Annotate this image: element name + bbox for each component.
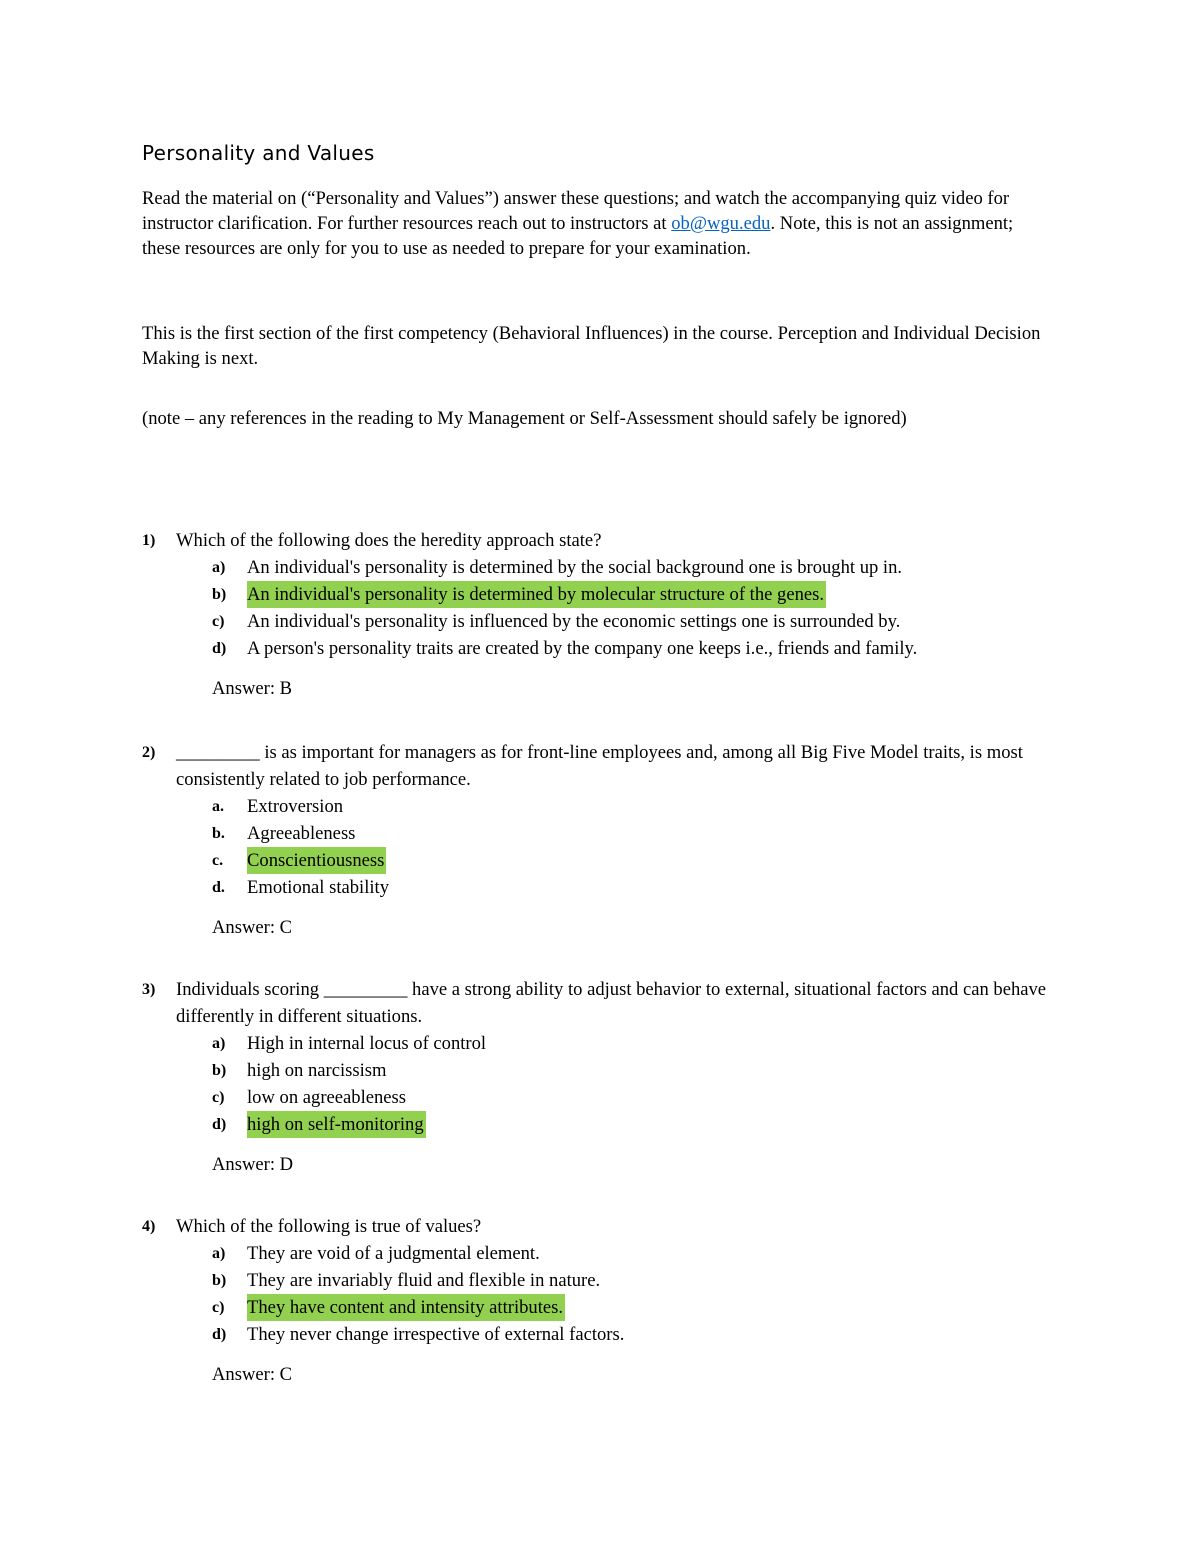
option-text: Extroversion <box>247 796 344 817</box>
highlighted-option-text: They have content and intensity attributes. <box>247 1294 565 1321</box>
question-row <box>142 739 1052 793</box>
option-list <box>142 1030 1052 1138</box>
question-text: Individuals scoring _________ have a strong ability to adjust behavior to external, situational factors and can behave differently in different situations. <box>176 979 1047 1027</box>
option-a <box>142 554 1052 581</box>
highlighted-option-text: Conscientiousness <box>247 847 386 874</box>
intro-text-continued: . Note, this is not an assignment; these resources are only for you to use as needed to prepare for your examination. <box>142 213 1014 259</box>
page-title: Personality and Values <box>142 141 375 165</box>
option-letter: b. <box>212 825 225 842</box>
instructor-email-link[interactable]: ob@wgu.edu <box>671 213 771 234</box>
option-c <box>142 608 1052 635</box>
option-c-struck <box>142 1084 1052 1111</box>
intro-paragraph <box>142 186 1042 261</box>
question-text: Which of the following does the heredity approach state? <box>176 530 602 551</box>
question-number: 1) <box>142 532 156 549</box>
struck-option-text: low on agreeableness <box>247 1087 407 1108</box>
question-text: Which of the following is true of values? <box>176 1216 482 1237</box>
option-letter: c) <box>212 1089 225 1106</box>
answer-line: Answer: C <box>212 1364 293 1385</box>
struck-option-text: high on narcissism <box>247 1060 387 1081</box>
option-text: An individual's personality is influenced by the economic settings one is surrounded by. <box>247 611 901 632</box>
option-d <box>142 635 1052 662</box>
option-letter: d) <box>212 1116 227 1133</box>
option-letter: c) <box>212 1299 225 1316</box>
option-letter: c) <box>212 613 225 630</box>
section-note: This is the first section of the first competency (Behavioral Influences) in the course. Perception and Individual Decision Making is next. <box>142 323 1041 369</box>
question-3 <box>142 976 1052 1177</box>
option-text: Agreeableness <box>247 823 356 844</box>
question-4 <box>142 1213 1052 1387</box>
highlighted-option-text: An individual's personality is determined by molecular structure of the genes. <box>247 581 826 608</box>
option-c-correct <box>142 847 1052 874</box>
option-text: A person's personality traits are created by the company one keeps i.e., friends and family. <box>247 638 918 659</box>
question-number: 3) <box>142 981 156 998</box>
question-row <box>142 976 1052 1030</box>
question-row <box>142 1213 1052 1240</box>
option-list <box>142 793 1052 901</box>
option-letter: b) <box>212 1272 227 1289</box>
question-row <box>142 527 1052 554</box>
option-text: Emotional stability <box>247 877 390 898</box>
option-text: They are void of a judgmental element. <box>247 1243 540 1264</box>
option-letter: d) <box>212 1326 227 1343</box>
highlighted-option-text: high on self-monitoring <box>247 1111 426 1138</box>
option-list <box>142 554 1052 662</box>
question-number: 4) <box>142 1218 156 1235</box>
ignore-note: (note – any references in the reading to My Management or Self-Assessment should safely be ignored) <box>142 408 907 429</box>
option-letter: a) <box>212 1245 226 1262</box>
option-letter: a) <box>212 559 226 576</box>
option-text: High in internal locus of control <box>247 1033 487 1054</box>
option-d <box>142 1321 1052 1348</box>
answer-line: Answer: D <box>212 1154 294 1175</box>
answer-line: Answer: C <box>212 917 293 938</box>
option-letter: c. <box>212 852 224 869</box>
question-2 <box>142 739 1052 940</box>
option-d <box>142 874 1052 901</box>
answer-line: Answer: B <box>212 678 293 699</box>
option-letter: a) <box>212 1035 226 1052</box>
option-b <box>142 1267 1052 1294</box>
question-text: _________ is as important for managers as for front-line employees and, among all Big Five Model traits, is most consistently related to job performance. <box>176 742 1023 790</box>
option-text: An individual's personality is determined by the social background one is brought up in. <box>247 557 903 578</box>
option-letter: a. <box>212 798 224 815</box>
option-text: They are invariably fluid and flexible in nature. <box>247 1270 601 1291</box>
option-b-struck <box>142 1057 1052 1084</box>
option-b-correct <box>142 581 1052 608</box>
question-1 <box>142 527 1052 701</box>
option-list <box>142 1240 1052 1348</box>
question-number: 2) <box>142 744 156 761</box>
option-a <box>142 1030 1052 1057</box>
option-text: They never change irrespective of external factors. <box>247 1324 625 1345</box>
option-letter: d. <box>212 879 225 896</box>
option-letter: b) <box>212 1062 227 1079</box>
intro-text: Read the material on (“Personality and Values”) answer these questions; and watch the accompanying quiz video for instructor clarification. For further resources reach out to instructors at <box>142 188 1010 234</box>
option-letter: b) <box>212 586 227 603</box>
option-a <box>142 793 1052 820</box>
option-d-correct <box>142 1111 1052 1138</box>
option-a <box>142 1240 1052 1267</box>
option-b <box>142 820 1052 847</box>
option-c-correct <box>142 1294 1052 1321</box>
option-letter: d) <box>212 640 227 657</box>
